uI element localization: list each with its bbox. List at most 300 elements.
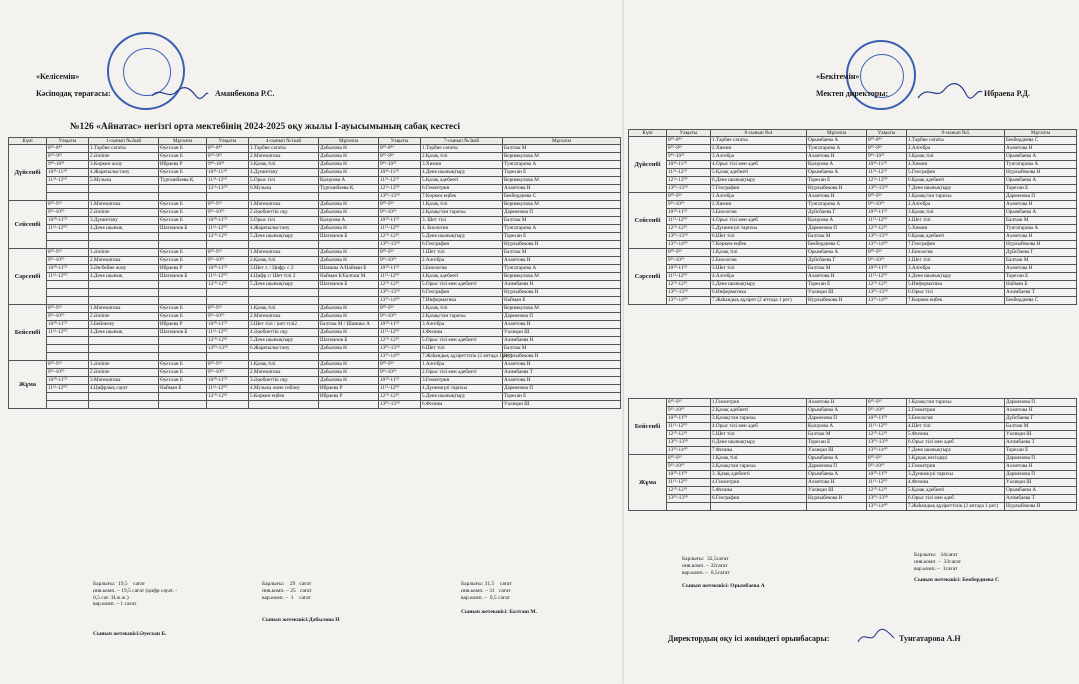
schedule-cell: 3. Шет тілі [421, 217, 503, 225]
column-header: 7-сынып №3каб [421, 138, 503, 145]
schedule-cell [159, 401, 207, 409]
schedule-cell: 13⁵⁵-14⁴⁰ [867, 447, 907, 455]
schedule-cell: Шатманов Б [319, 281, 379, 289]
table-row [629, 281, 1077, 289]
schedule-cell: Шатманов Б [159, 225, 207, 233]
schedule-cell: Орымбаева А [1005, 153, 1077, 161]
schedule-cell [207, 241, 249, 249]
table-row [9, 217, 621, 225]
day-cell: Жұма [9, 361, 47, 409]
schedule-cell: 13⁰⁵-13⁵⁰ [667, 439, 711, 447]
schedule-cell: 10²⁰-11⁰⁵ [667, 471, 711, 479]
union-chair-name: Аманбекова Р.С. [215, 89, 275, 98]
schedule-cell: 3.Биология [421, 265, 503, 273]
schedule-cell: Торехан Е [807, 439, 867, 447]
schedule-cell: 9²⁵-10¹⁰ [867, 463, 907, 471]
schedule-cell: Ахметова Н [1005, 407, 1077, 415]
column-header: Мұғалім [503, 138, 621, 145]
schedule-cell: 2.Алгебра [907, 201, 1005, 209]
table-row [629, 463, 1077, 471]
schedule-cell: 1.Математика [89, 201, 159, 209]
schedule-cell: 10²⁰-11⁰⁵ [379, 321, 421, 329]
schedule-cell: Дүйсбаева Г [1005, 415, 1077, 423]
schedule-cell: Дабылова Н [319, 169, 379, 177]
schedule-cell: 2.Қазақстан тарихы [421, 209, 503, 217]
schedule-cell [159, 241, 207, 249]
schedule-cell: 3.Математика [89, 377, 159, 385]
schedule-cell: 3.Шет тілі / шет тілі2 [249, 321, 319, 329]
table-row [9, 193, 621, 201]
class4-totals: Барлығы: 29 сағат инв.комп. – 25 сағат вар.комп. – 1 сағат [262, 581, 312, 601]
column-header: Уақыты [379, 138, 421, 145]
schedule-cell: Тунгатарова А [503, 265, 621, 273]
schedule-cell: 10²⁰-11⁰⁵ [867, 265, 907, 273]
schedule-cell [207, 353, 249, 361]
table-row [629, 193, 1077, 201]
schedule-cell: Тунгатарова А [1005, 161, 1077, 169]
table-row [9, 345, 621, 353]
schedule-cell: 11¹⁵-12⁰⁰ [867, 217, 907, 225]
schedule-cell: 8³⁰-9¹⁵ [667, 399, 711, 407]
schedule-cell: Ахметова Н [503, 185, 621, 193]
schedule-cell: 11¹⁵-12⁰⁰ [207, 385, 249, 393]
schedule-cell: 12¹⁵-13⁰⁰ [379, 185, 421, 193]
schedule-cell [319, 289, 379, 297]
schedule-cell: 3. Қазақ әдебиеті [711, 471, 807, 479]
schedule-cell: 5.Орыс тілі [249, 177, 319, 185]
schedule-cell: 3.Шет т. / Цифр. с 2 [249, 265, 319, 273]
schedule-cell: Керимкулова М [503, 305, 621, 313]
schedule-cell: 7.Дене шынықтыру [907, 447, 1005, 455]
schedule-cell: 2.Алгебра [907, 145, 1005, 153]
schedule-cell [249, 401, 319, 409]
table-row [629, 289, 1077, 297]
schedule-cell: 3.Орыс тілі [249, 217, 319, 225]
schedule-cell: Ахметова Н [503, 361, 621, 369]
schedule-cell: Шатманов Б [319, 337, 379, 345]
table-row [9, 353, 621, 361]
schedule-cell: 12¹⁰-12⁵⁵ [379, 233, 421, 241]
schedule-cell: 4.Химия [907, 161, 1005, 169]
schedule-cell: Нурлыбекова Н [503, 241, 621, 249]
table-row [9, 305, 621, 313]
schedule-cell: Өуесхан Б [159, 369, 207, 377]
schedule-cell: Бекбердиева С [503, 193, 621, 201]
schedule-cell: 2.Әліппе [89, 209, 159, 217]
table-row [629, 249, 1077, 257]
schedule-cell: Орымбаева А [807, 169, 867, 177]
schedule-cell: 4.Қазақ әдебиеті [421, 273, 503, 281]
schedule-cell: 9²⁵-10¹⁰ [207, 209, 249, 217]
schedule-cell: 1.Құқық негіздері [907, 455, 1005, 463]
schedule-cell: 5.Шет тілі [711, 431, 807, 439]
schedule-cell: 9²⁵-10¹⁰ [47, 209, 89, 217]
schedule-cell: Уалиқан Ш [1005, 479, 1077, 487]
schedule-cell: Дабылова Н [319, 225, 379, 233]
schedule-cell: Балташ М [807, 431, 867, 439]
schedule-cell: 1.Қазақстан тарихы [907, 399, 1005, 407]
schedule-cell: 13⁰⁵-13⁵⁰ [667, 233, 711, 241]
table-row [9, 321, 621, 329]
schedule-cell: 13⁵⁵-14⁴⁰ [667, 447, 711, 455]
schedule-cell: Өуесхан Б [159, 145, 207, 153]
schedule-cell: Шатманов Б [159, 329, 207, 337]
schedule-cell: 8³⁰-8⁴⁵ [47, 145, 89, 153]
schedule-cell: 2.Қазақ тілі [249, 257, 319, 265]
schedule-cell: 9²⁵-10¹⁰ [207, 257, 249, 265]
schedule-cell: 11¹⁵-12⁰⁰ [207, 273, 249, 281]
schedule-cell: Керимкулова М [503, 177, 621, 185]
schedule-cell: 8³⁰-9¹⁵ [867, 249, 907, 257]
schedule-cell: Дарменова П [1005, 399, 1077, 407]
schedule-cell: 8³⁰-9¹⁵ [379, 361, 421, 369]
schedule-cell: Керимкулова М [503, 153, 621, 161]
schedule-cell: 12¹⁰-12⁵⁵ [867, 225, 907, 233]
schedule-cell: Найман Б/Балташ М [319, 273, 379, 281]
schedule-cell: 5.Дене шынықтыру [421, 393, 503, 401]
schedule-cell: Бекбердиева С [1005, 137, 1077, 145]
schedule-cell: 6.Жаратылыстану [249, 345, 319, 353]
schedule-cell: 10²⁰-11⁰⁵ [667, 415, 711, 423]
director-name: Ибраева Р.Д. [984, 89, 1030, 98]
schedule-cell: 8³⁰-9¹⁵ [667, 455, 711, 463]
schedule-cell: Орымбаева А [1005, 487, 1077, 495]
schedule-cell [319, 193, 379, 201]
schedule-cell: 9⁴⁵-10²⁵ [667, 153, 711, 161]
right-schedule-top [628, 129, 1076, 305]
schedule-cell: 2.Қазақстан тарихы [421, 313, 503, 321]
schedule-cell: 8³⁰-9¹⁵ [667, 193, 711, 201]
schedule-cell: 6.Орыс тілі [907, 289, 1005, 297]
schedule-cell: Калауова А [319, 217, 379, 225]
schedule-cell: Дабылова Н [319, 257, 379, 265]
schedule-cell: 12¹⁰-12⁵⁵ [867, 281, 907, 289]
schedule-cell: Керимкулова М [503, 273, 621, 281]
schedule-cell: 7.Жаһандық құзіреттілік (2 аптада 1 рет) [907, 503, 1005, 511]
schedule-cell: Алимбаева Н [503, 281, 621, 289]
right-sheet [624, 0, 1079, 684]
schedule-cell: 11²⁵-12¹⁰ [867, 169, 907, 177]
schedule-cell: 2.Математика [249, 313, 319, 321]
table-row [629, 431, 1077, 439]
table-row [629, 423, 1077, 431]
schedule-cell: Нурлыбекова Н [1005, 503, 1077, 511]
schedule-cell [47, 353, 89, 361]
schedule-cell [159, 353, 207, 361]
schedule-cell: Дарменова П [1005, 455, 1077, 463]
table-row [9, 161, 621, 169]
schedule-cell: 4.Дене шынық [89, 329, 159, 337]
schedule-cell: 9²⁵-10¹⁰ [47, 369, 89, 377]
deputy-signature [856, 628, 896, 646]
schedule-cell: 13⁰⁵-13⁵⁰ [867, 289, 907, 297]
schedule-cell: Балташ М [1005, 257, 1077, 265]
schedule-cell: 8⁵⁰-9³⁵ [667, 145, 711, 153]
schedule-cell: 4.Орыс тілі мен әдеб [711, 423, 807, 431]
schedule-cell: Дарменова П [1005, 193, 1077, 201]
schedule-cell: 13⁰⁵-13⁵⁰ [379, 401, 421, 409]
schedule-cell: 8⁵⁰-9³⁵ [47, 153, 89, 161]
schedule-cell [89, 241, 159, 249]
schedule-cell: 10²⁰-11⁰⁵ [207, 377, 249, 385]
class4-teacher: Сынып жетекшісі:Дабылова Н [262, 617, 340, 623]
schedule-cell: 1.Математика [89, 305, 159, 313]
schedule-cell: Өуесхан Б [159, 169, 207, 177]
schedule-cell [89, 345, 159, 353]
schedule-cell: 5.Химия [907, 225, 1005, 233]
schedule-cell [159, 289, 207, 297]
schedule-cell: 9²⁵-10¹⁰ [867, 257, 907, 265]
table-row [9, 393, 621, 401]
schedule-cell: 6.Информатика [711, 289, 807, 297]
union-signature [150, 84, 210, 102]
schedule-cell: 1.Тәрбие сағаты [907, 137, 1005, 145]
schedule-cell: 13⁰⁵-13⁵⁰ [207, 345, 249, 353]
schedule-cell: Дарменова П [503, 313, 621, 321]
schedule-cell: 3.Дүниежүзі тарихы [907, 471, 1005, 479]
schedule-cell [159, 193, 207, 201]
schedule-cell: 6.Қазақ әдебиеті [907, 177, 1005, 185]
schedule-cell: Дарменова П [807, 225, 867, 233]
table-row [629, 407, 1077, 415]
class1-totals: Барлығы: 19,5 сағат инв.комп. – 19,5 сағат (цифр сауат. - 0,5 сағ. Н.ж.ж.) вар.комп. – 1 сағат [93, 581, 178, 608]
schedule-cell: Керимкулова М [503, 201, 621, 209]
table-row [629, 487, 1077, 495]
day-cell: Дүйсенбі [629, 137, 667, 193]
schedule-cell: 9⁴⁵-10²⁵ [47, 161, 89, 169]
schedule-cell: 6.Шет тілі [711, 233, 807, 241]
schedule-cell [319, 401, 379, 409]
schedule-cell: 9²⁵-10¹⁰ [667, 201, 711, 209]
schedule-cell: 7.География [907, 241, 1005, 249]
schedule-cell: 4.Әдебиеттік оқу [249, 329, 319, 337]
schedule-cell [249, 353, 319, 361]
union-chair-label: Кәсіподақ төрағасы: [36, 89, 111, 98]
table-row [9, 177, 621, 185]
column-header: Мұғалім [1005, 130, 1077, 137]
schedule-cell: 8³⁰-9¹⁵ [207, 361, 249, 369]
schedule-cell: 8⁵⁰-9³⁵ [867, 145, 907, 153]
schedule-cell: 12¹⁵-13⁰⁰ [867, 177, 907, 185]
approved-label: «Бекітемін» [816, 72, 860, 81]
schedule-cell: 13⁰⁵-13⁵⁰ [867, 495, 907, 503]
schedule-cell: 6.Дене шынықтыру [711, 439, 807, 447]
schedule-cell: 1.Тәрбие сағаты [249, 145, 319, 153]
table-row [9, 201, 621, 209]
schedule-cell: 2.Математика [249, 153, 319, 161]
schedule-cell: Алимбаева Т [1005, 289, 1077, 297]
left-schedule [8, 137, 620, 409]
table-row [629, 241, 1077, 249]
schedule-cell: 8³⁰-9¹⁵ [667, 249, 711, 257]
schedule-cell: Уалиқан Ш [1005, 431, 1077, 439]
column-header: 9-сынып №5 [907, 130, 1005, 137]
schedule-cell: 2.Геометрия [907, 407, 1005, 415]
schedule-cell: Өуесхан Б [159, 201, 207, 209]
day-cell: Жұма [629, 455, 667, 511]
schedule-cell: Балташ М / Шамшы А [319, 321, 379, 329]
table-row [9, 257, 621, 265]
schedule-cell [47, 185, 89, 193]
schedule-cell: Дабылова Н [319, 305, 379, 313]
schedule-cell: 12¹⁰-12⁵⁵ [207, 281, 249, 289]
schedule-cell: 5.Дене шынықтыру [249, 337, 319, 345]
schedule-cell: Дабылова Н [319, 209, 379, 217]
schedule-cell: 13⁵⁵-14⁴⁰ [867, 503, 907, 511]
schedule-cell [89, 297, 159, 305]
schedule-cell: 8³⁰-9¹⁵ [207, 201, 249, 209]
schedule-cell: 8³⁰-9¹⁵ [47, 249, 89, 257]
schedule-cell [807, 503, 867, 511]
schedule-cell: Торехан Е [807, 177, 867, 185]
column-header: Күні [629, 130, 667, 137]
schedule-cell: 11¹⁵-12⁰⁰ [867, 423, 907, 431]
schedule-cell: Калауова А [807, 217, 867, 225]
table-row [9, 361, 621, 369]
schedule-cell: 2.Орыс тілі мен әдебиеті [421, 369, 503, 377]
schedule-cell: 12¹⁵-13⁰⁰ [207, 185, 249, 193]
class9-totals: Барлығы: 34сағат инв.комп. – 33сағат вар.комп. – 1сағат [914, 552, 961, 572]
schedule-cell: 13⁰⁵-13⁵⁰ [867, 233, 907, 241]
schedule-cell: 12¹⁰-12⁵⁵ [867, 431, 907, 439]
schedule-cell: 2.Биология [711, 257, 807, 265]
schedule-cell [207, 193, 249, 201]
schedule-cell [249, 289, 319, 297]
schedule-cell: Балташ М [1005, 217, 1077, 225]
schedule-cell: 3.Қазақ тілі [907, 209, 1005, 217]
schedule-cell: Өуесхан Б [159, 153, 207, 161]
schedule-cell: 2.Шет тілі [907, 257, 1005, 265]
schedule-cell: 11¹⁵-12⁰⁰ [379, 225, 421, 233]
schedule-cell: 12¹⁰-12⁵⁵ [379, 281, 421, 289]
schedule-cell: 9²⁵-10¹⁰ [379, 257, 421, 265]
schedule-cell: 13⁰⁵-13⁵⁰ [867, 185, 907, 193]
schedule-cell: Орымбаева А [807, 407, 867, 415]
schedule-cell: 6.География [421, 289, 503, 297]
schedule-cell: Дабылова Н [319, 377, 379, 385]
schedule-cell: Дабылова Н [319, 161, 379, 169]
schedule-cell: Балташ М [503, 345, 621, 353]
schedule-cell: 10²⁰-11⁰⁵ [207, 321, 249, 329]
schedule-cell: 6.Дене шынықтыру [711, 177, 807, 185]
schedule-cell [207, 297, 249, 305]
schedule-cell: Уалиқан Ш [807, 487, 867, 495]
schedule-cell: 11¹⁵-12⁰⁰ [667, 479, 711, 487]
schedule-cell: 11²⁵-12¹⁰ [379, 177, 421, 185]
class8-teacher: Сынып жетекшісі: Орымбаева А [682, 583, 765, 589]
schedule-cell [159, 345, 207, 353]
schedule-cell: 3.Геометрия [421, 377, 503, 385]
schedule-cell: 11¹⁵-12⁰⁰ [207, 329, 249, 337]
schedule-cell: 4.Дене шынықтыру [421, 169, 503, 177]
schedule-cell [89, 289, 159, 297]
schedule-cell: 5.Қазақ әдебиеті [421, 177, 503, 185]
schedule-cell: 8³⁰-9¹⁵ [207, 305, 249, 313]
schedule-cell: Орымбаева А [807, 455, 867, 463]
schedule-cell [47, 297, 89, 305]
schedule-cell: 2.Химия [711, 145, 807, 153]
schedule-cell: Шатманов Б [159, 273, 207, 281]
schedule-cell: Дүйсбаева Г [1005, 249, 1077, 257]
day-cell: Бейсенбі [9, 305, 47, 361]
schedule-cell: 2.Математика [89, 257, 159, 265]
schedule-cell: 5.Қазақ әдебиеті [711, 169, 807, 177]
schedule-cell: 2.Қазақ әдебиеті [711, 407, 807, 415]
table-row [629, 265, 1077, 273]
schedule-cell: 1.Тәрбие сағаты [711, 137, 807, 145]
table-row [629, 399, 1077, 407]
schedule-cell: 1.Қазақ тілі [711, 249, 807, 257]
schedule-cell [89, 233, 159, 241]
schedule-cell [47, 393, 89, 401]
schedule-cell: Дабылова Н [319, 145, 379, 153]
schedule-cell: 5.Орыс тілі мен әдебиеті [421, 337, 503, 345]
schedule-cell: 13⁰⁵-13⁵⁰ [667, 289, 711, 297]
schedule-cell: 1.Математика [249, 201, 319, 209]
schedule-cell: 11¹⁵-12⁰⁰ [667, 273, 711, 281]
schedule-cell: 5.Дене шынықтыру [249, 281, 319, 289]
schedule-cell: Дабылова Н [319, 329, 379, 337]
schedule-cell: Калауова А [807, 423, 867, 431]
table-row [629, 225, 1077, 233]
schedule-cell: 12¹⁰-12⁵⁵ [667, 431, 711, 439]
schedule-cell: Нурлыбекова Н [807, 185, 867, 193]
schedule-cell: Ахметова Н [807, 479, 867, 487]
schedule-cell: 9⁴⁵-10²⁵ [379, 161, 421, 169]
schedule-cell: 11²⁵-12¹⁰ [667, 169, 711, 177]
schedule-cell: 8⁵⁰-9³⁵ [207, 153, 249, 161]
schedule-cell [89, 401, 159, 409]
schedule-cell: 5.Қазақ әдебиеті [907, 487, 1005, 495]
schedule-cell: Балташ М [503, 145, 621, 153]
schedule-cell: 10³⁵-11²⁰ [47, 169, 89, 177]
schedule-cell: 12¹⁰-12⁵⁵ [867, 487, 907, 495]
director-label: Мектеп директоры: [816, 89, 889, 98]
schedule-cell: 3.Ән/бейне жазу [89, 265, 159, 273]
schedule-cell [711, 503, 807, 511]
schedule-cell: 1.Қазақ тілі [421, 305, 503, 313]
schedule-cell: 4.Жаратылыстану [249, 225, 319, 233]
schedule-cell: Өуесхан Б [159, 249, 207, 257]
schedule-cell: 13⁵⁵-14⁴⁰ [667, 297, 711, 305]
schedule-cell: 1.Қазақ тілі [421, 201, 503, 209]
schedule-cell: Бекбердиева С [807, 241, 867, 249]
schedule-cell: Ахметова Н [1005, 145, 1077, 153]
schedule-cell: Өуесхан Б [159, 209, 207, 217]
schedule-cell: 3.Биология [711, 209, 807, 217]
schedule-cell: Ахметова Н [503, 377, 621, 385]
schedule-cell: 11¹⁵-12⁰⁰ [207, 225, 249, 233]
schedule-cell: 10³⁵-11²⁰ [207, 169, 249, 177]
schedule-cell: 3.Әдебиеттік оқу [249, 377, 319, 385]
schedule-cell: Ахметова Н [807, 153, 867, 161]
schedule-cell [159, 185, 207, 193]
schedule-cell: 7.Физика [711, 447, 807, 455]
class8-totals: Барлығы: 32,5сағат инв.комп. – 32сағат вар.комп. – 0,5сағат [682, 556, 730, 576]
schedule-cell: Нурлыбекова Н [1005, 169, 1077, 177]
schedule-cell: 4.Орыс тілі мен әдеб [711, 217, 807, 225]
schedule-cell: Торехан Е [1005, 185, 1077, 193]
schedule-cell: Орымбаева А [1005, 209, 1077, 217]
schedule-cell: Балташ М [1005, 423, 1077, 431]
schedule-cell [47, 241, 89, 249]
schedule-cell: 10²⁰-11⁰⁵ [379, 265, 421, 273]
schedule-cell: 4.Физика [421, 329, 503, 337]
schedule-cell: Тунгатарова А [807, 145, 867, 153]
table-row [629, 503, 1077, 511]
schedule-cell: Торехан Е [503, 169, 621, 177]
schedule-cell: 13⁵⁵-14⁴⁰ [867, 241, 907, 249]
